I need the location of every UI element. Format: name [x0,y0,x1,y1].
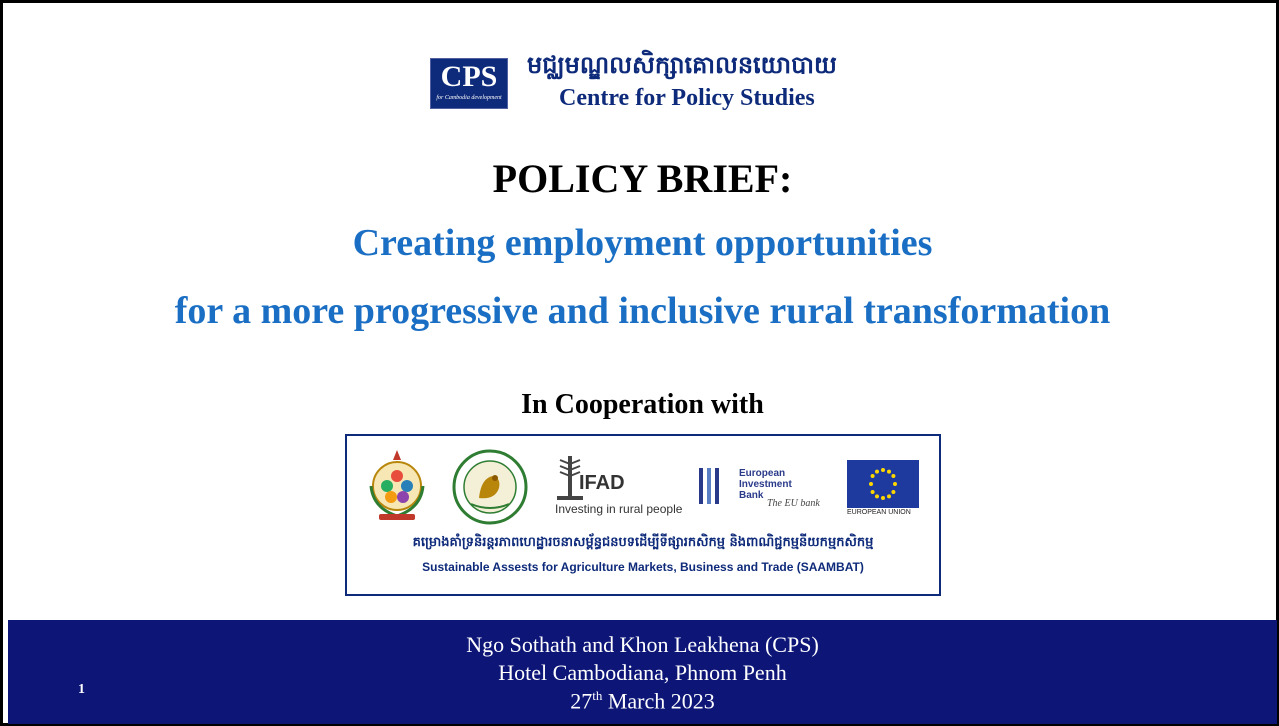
cps-logo-tagline: for Cambodia development [436,95,502,101]
title-line-2: for a more progressive and inclusive rural transformation [174,290,1111,332]
date [8,688,1277,714]
partner-logos-panel [345,434,941,596]
program-khmer-name: គម្រោងគាំទ្រនិរន្តរភាពហេដ្ឋារចនាសម្ព័ន្ធជនបទដើម្បីទីផ្សារកសិកម្ម និងពាណិជ្ជកម្មនីយកម្មកសិកម្ម [412,535,874,550]
ministry-of-economy-and-finance-seal-icon [451,448,529,526]
eu-flag-icon [847,460,919,508]
eib-name [739,468,792,501]
authors: Ngo Sothath and Khon Leakhena (CPS) [466,632,819,657]
cps-logo [430,58,508,109]
organization-english-name: Centre for Policy Studies [559,85,815,111]
program-english-name: Sustainable Assests for Agriculture Markets, Business and Trade (SAAMBAT) [422,560,864,574]
royal-government-emblem-icon [363,446,431,526]
eib-signature: The EU bank [767,498,820,509]
date-rest: March 2023 [602,688,715,714]
ifad-tagline: Investing in rural people [555,502,683,516]
cps-logo-text: CPS [440,60,498,93]
policy-brief-heading: POLICY BRIEF: [492,156,793,201]
eib-name-line-2: Investment [739,479,792,490]
date-suffix: th [592,688,603,703]
eib-name-line-1: European [739,468,786,479]
venue: Hotel Cambodiana, Phnom Penh [498,660,787,685]
date-day: 27 [570,688,593,714]
page-number: 1 [78,682,85,697]
organization-khmer-name: មជ្ឈមណ្ឌលសិក្សាគោលនយោបាយ [527,51,837,79]
ifad-name: IFAD [579,472,625,494]
title-line-1: Creating employment opportunities [352,222,933,264]
eu-label: EUROPEAN UNION [847,509,911,516]
footer-band [8,620,1277,724]
cooperation-label: In Cooperation with [521,389,764,420]
eib-name-line-3: Bank [739,490,764,501]
eib-logo-icon [697,466,731,506]
